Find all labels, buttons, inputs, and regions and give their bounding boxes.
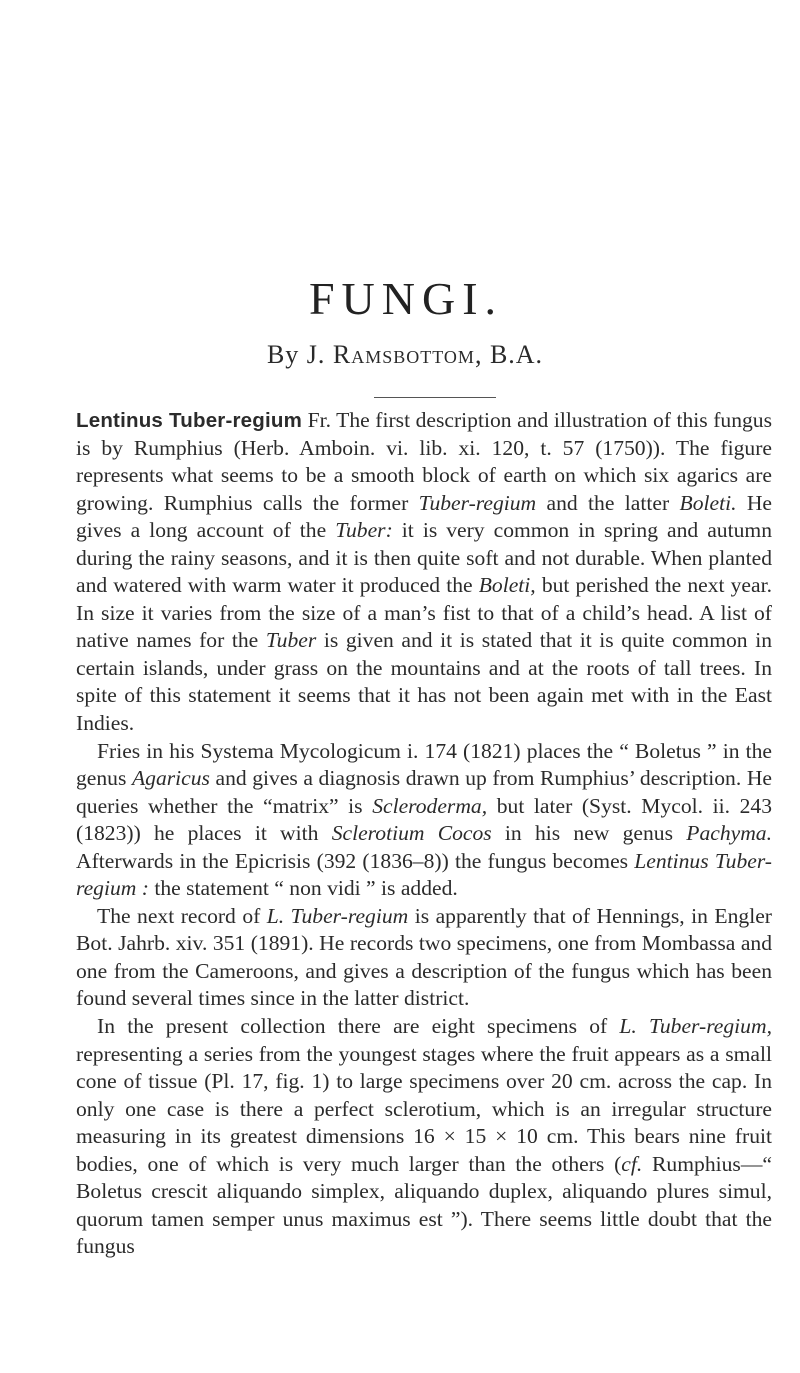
text-run: and gives a diagnosis drawn up from Rumphius’ description. He queries whether the “matrix” is (76, 766, 772, 818)
text-run: He gives a long account of the (76, 490, 772, 543)
italic-run: Boleti, (478, 573, 536, 598)
text-run: is apparently that of Hennings, in Engler Bot. Jahrb. xiv. 351 (1891). He records two specimens, one from Mombassa and one from the Cameroons, and gives a description of the fungus which has been found several times since in the latter district. (76, 903, 772, 1011)
italic-run: Scleroderma, (372, 793, 488, 818)
text-run: Fr. The first description and illustration of this fungus is by Rumphius (Herb. Amboin. vi. lib. xi. 120, t. 57 (1750)). The figure represents what seems to be a smooth block of earth on which six agarics are growing. Rumphius calls the former (76, 408, 773, 515)
text-run: In the present collection there are eight specimens of (97, 1014, 620, 1039)
species-heading: Lentinus Tuber-regium (76, 409, 303, 432)
italic-run: Tuber: (335, 518, 393, 543)
title-divider (374, 397, 496, 398)
text-run: but perished the next year. In size it varies from the size of a man’s fist to that of a child’s head. A list of native names for the (76, 573, 772, 653)
paragraph-4 (76, 1013, 772, 1261)
italic-run: Lentinus Tuber-regium : (76, 848, 772, 901)
italic-run: Pachyma. (686, 821, 772, 846)
text-run: representing a series from the youngest stages where the fruit appears as a small cone of tissue (Pl. 17, fig. 1) to large specimens over 20 cm. across the cap. In only one case is there a perfect sclerotium, which is an irregular structure measuring in its greatest dimensions 16 × 15 × 10 cm. This bears nine fruit bodies, one of which is very much larger than the others ( (76, 1041, 772, 1176)
byline-suffix: , B.A. (474, 340, 544, 369)
text-run: the statement “ non vidi ” is added. (148, 876, 458, 901)
text-run: The next record of (97, 903, 267, 928)
article-body (76, 407, 772, 1261)
text-run: in his new genus (491, 821, 687, 846)
text-run: is given and it is stated that it is quite common in certain islands, under grass on the mountains and at the roots of tall trees. In spite of this statement it seems that it has not been again met with in the East Indies. (76, 628, 772, 736)
italic-run: L. Tuber-regium (266, 903, 409, 928)
text-run: Rumphius—“ Boletus crescit aliquando simplex, aliquando duplex, aliquando plures simul, quorum tamen semper unus maximus est ”). There seems little doubt that the fungus (76, 1151, 772, 1259)
paragraph-3 (76, 903, 772, 1013)
paragraph-2 (76, 738, 772, 903)
italic-run: L. Tuber-regium, (619, 1014, 772, 1039)
text-run: Afterwards in the Epicrisis (392 (1836–8)) the fungus becomes (76, 848, 635, 873)
text-run: and the latter (536, 490, 680, 515)
text-run: Fries in his Systema Mycologicum i. 174 (1821) places the “ Boletus ” in the genus (76, 738, 772, 791)
byline (0, 340, 800, 370)
paragraph-1 (76, 407, 772, 738)
italic-run: Tuber (265, 628, 317, 653)
italic-run: Boleti. (679, 490, 737, 515)
italic-run: Tuber-regium (418, 490, 537, 515)
italic-run: cf. (621, 1151, 643, 1176)
article-title: FUNGI. (308, 273, 504, 324)
author-name: Ramsbottom (332, 340, 475, 369)
text-run: it is very common in spring and autumn during the rainy seasons, and it is then quite soft and not durable. When planted and watered with warm water it produced the (76, 518, 772, 598)
italic-run: Sclerotium Cocos (331, 821, 492, 846)
italic-run: Agaricus (131, 766, 210, 791)
text-run: but later (Syst. Mycol. ii. 243 (1823)) he places it with (76, 793, 772, 846)
byline-prefix: By J. (266, 340, 333, 369)
